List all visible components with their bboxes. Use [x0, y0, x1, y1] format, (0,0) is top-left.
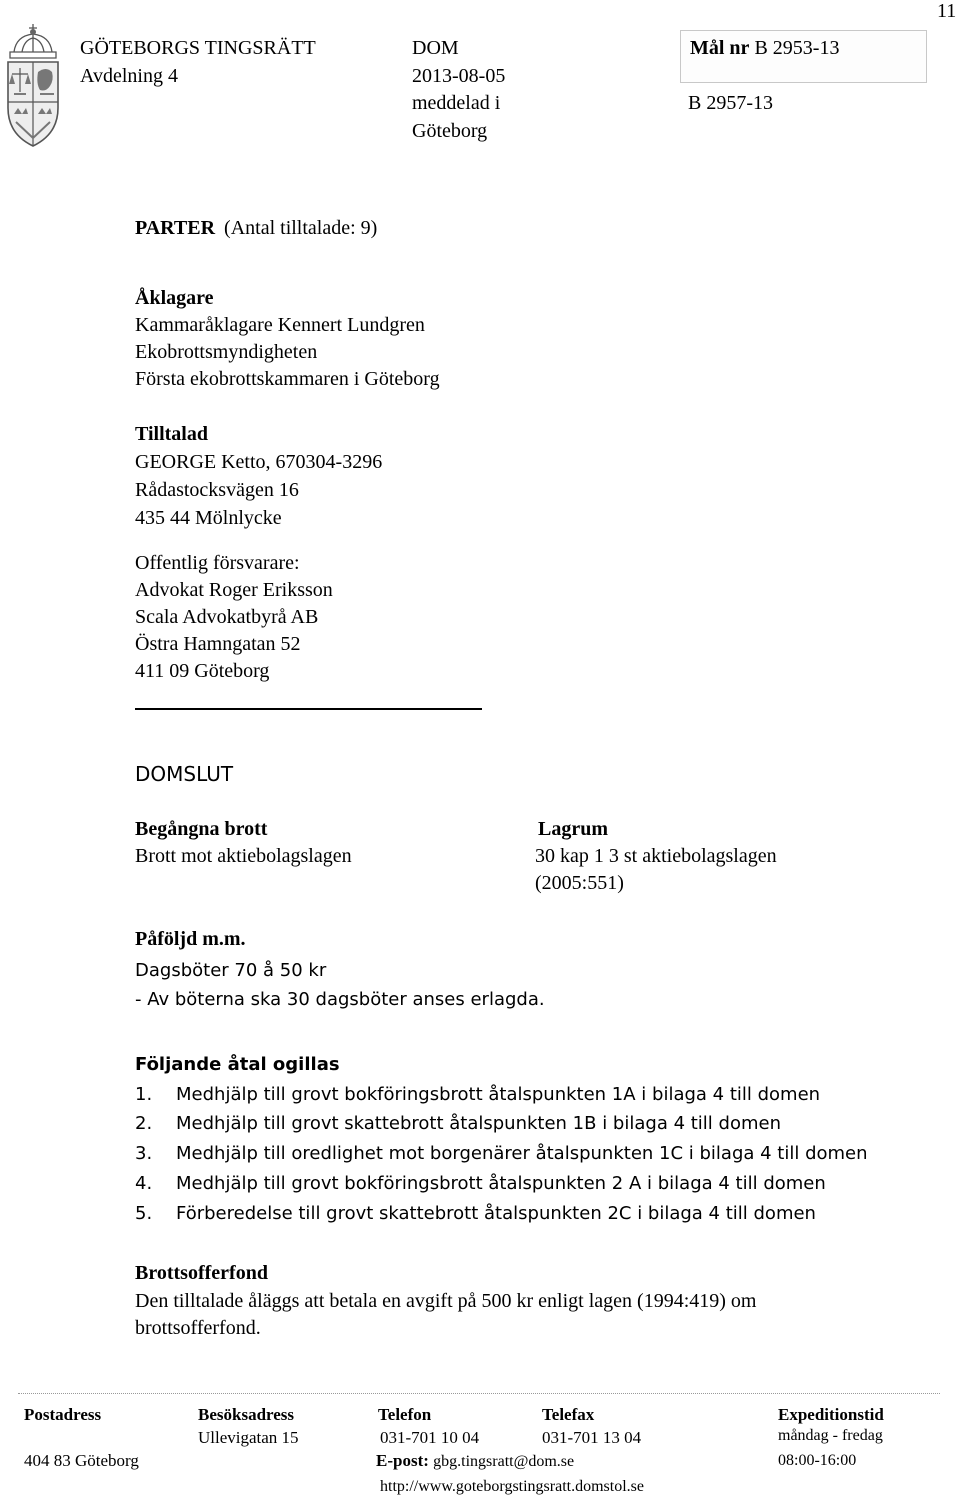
footer-postal-value: 404 83 Göteborg — [24, 1451, 139, 1470]
section-divider — [135, 708, 482, 710]
list-item-number: 4. — [135, 1173, 153, 1194]
sanction-line: - Av böterna ska 30 dagsböter anses erlagda. — [135, 989, 545, 1010]
coat-of-arms-logo — [0, 22, 66, 150]
victim-fund-line: Den tilltalade åläggs att betala en avgift på 500 kr enligt lagen (1994:419) om — [135, 1290, 757, 1312]
crimes-heading: Begångna brott — [135, 818, 268, 840]
case-number-2: B 2957-13 — [688, 92, 773, 114]
list-item — [135, 1169, 826, 1199]
list-item-text: Medhjälp till grovt bokföringsbrott åtalspunkten 2 A i bilaga 4 till domen — [176, 1173, 826, 1194]
defendant-line: Rådastocksvägen 16 — [135, 479, 299, 501]
list-item-number: 2. — [135, 1113, 153, 1134]
court-name: GÖTEBORGS TINGSRÄTT — [80, 37, 316, 59]
footer-fax-label: Telefax — [542, 1405, 595, 1424]
document-type: DOM — [412, 37, 459, 59]
page-number: 11 — [937, 0, 957, 22]
defender-line: 411 09 Göteborg — [135, 660, 270, 682]
division: Avdelning 4 — [80, 65, 178, 87]
case-number — [690, 34, 839, 62]
footer-email — [376, 1450, 574, 1473]
case-number-1: B 2953-13 — [754, 37, 840, 59]
victim-fund-line: brottsofferfond. — [135, 1317, 261, 1339]
footer-visit-value: Ullevigatan 15 — [198, 1428, 299, 1447]
prosecutor-line: Första ekobrottskammaren i Göteborg — [135, 368, 440, 390]
defendant-count: (Antal tilltalade: 9) — [224, 217, 378, 239]
defendant-line: 435 44 Mölnlycke — [135, 507, 282, 529]
list-item — [135, 1199, 816, 1229]
list-item-number: 5. — [135, 1203, 153, 1224]
legal-basis-line: (2005:551) — [535, 872, 624, 894]
footer-email-value[interactable]: gbg.tingsratt@dom.se — [433, 1453, 575, 1470]
dismissed-charges-heading: Följande åtal ogillas — [135, 1054, 340, 1075]
footer-phone-value: 031-701 10 04 — [380, 1428, 480, 1447]
defender-line: Offentlig försvarare: — [135, 552, 300, 574]
parties-heading-line — [135, 214, 377, 242]
list-item-text: Förberedelse till grovt skattebrott åtalspunkten 2C i bilaga 4 till domen — [176, 1203, 816, 1224]
case-label: Mål nr — [690, 37, 750, 59]
legal-basis-heading: Lagrum — [538, 818, 608, 840]
defender-line: Advokat Roger Eriksson — [135, 579, 333, 601]
defender-line: Östra Hamngatan 52 — [135, 633, 301, 655]
prosecutor-line: Kammaråklagare Kennert Lundgren — [135, 314, 425, 336]
footer-email-label: E-post: — [376, 1451, 429, 1470]
list-item — [135, 1109, 781, 1139]
list-item-text: Medhjälp till oredlighet mot borgenärer åtalspunkten 1C i bilaga 4 till domen — [176, 1143, 868, 1164]
footer-phone-label: Telefon — [378, 1405, 432, 1424]
verdict-heading: DOMSLUT — [135, 762, 234, 786]
list-item-text: Medhjälp till grovt skattebrott åtalspunkten 1B i bilaga 4 till domen — [176, 1113, 781, 1134]
list-item-text: Medhjälp till grovt bokföringsbrott åtalspunkten 1A i bilaga 4 till domen — [176, 1084, 821, 1105]
parties-heading: PARTER — [135, 217, 216, 239]
prosecutor-line: Ekobrottsmyndigheten — [135, 341, 318, 363]
crime-text: Brott mot aktiebolagslagen — [135, 845, 352, 867]
footer-divider — [18, 1393, 940, 1394]
footer-postal-label: Postadress — [24, 1405, 102, 1424]
judgment-date: 2013-08-05 — [412, 65, 506, 87]
footer-visit-label: Besöksadress — [198, 1405, 295, 1424]
footer-hours-label: Expeditionstid — [778, 1405, 884, 1424]
sanction-heading: Påföljd m.m. — [135, 928, 246, 950]
issued-label: meddelad i — [412, 92, 501, 114]
list-item-number: 3. — [135, 1143, 153, 1164]
defendant-line: GEORGE Ketto, 670304-3296 — [135, 451, 383, 473]
footer-fax-value: 031-701 13 04 — [542, 1428, 642, 1447]
sanction-line: Dagsböter 70 å 50 kr — [135, 960, 327, 981]
victim-fund-heading: Brottsofferfond — [135, 1262, 268, 1284]
list-item — [135, 1139, 868, 1169]
footer-website-link[interactable]: http://www.goteborgstingsratt.domstol.se — [380, 1478, 644, 1495]
defender-line: Scala Advokatbyrå AB — [135, 606, 319, 628]
issued-place: Göteborg — [412, 120, 488, 142]
defendant-heading: Tilltalad — [135, 423, 208, 445]
list-item-number: 1. — [135, 1084, 153, 1105]
list-item — [135, 1080, 820, 1110]
prosecutor-heading: Åklagare — [135, 287, 214, 309]
footer-hours-days: måndag - fredag — [778, 1427, 883, 1444]
footer-hours-time: 08:00-16:00 — [778, 1452, 857, 1469]
legal-basis-line: 30 kap 1 3 st aktiebolagslagen — [535, 845, 777, 867]
